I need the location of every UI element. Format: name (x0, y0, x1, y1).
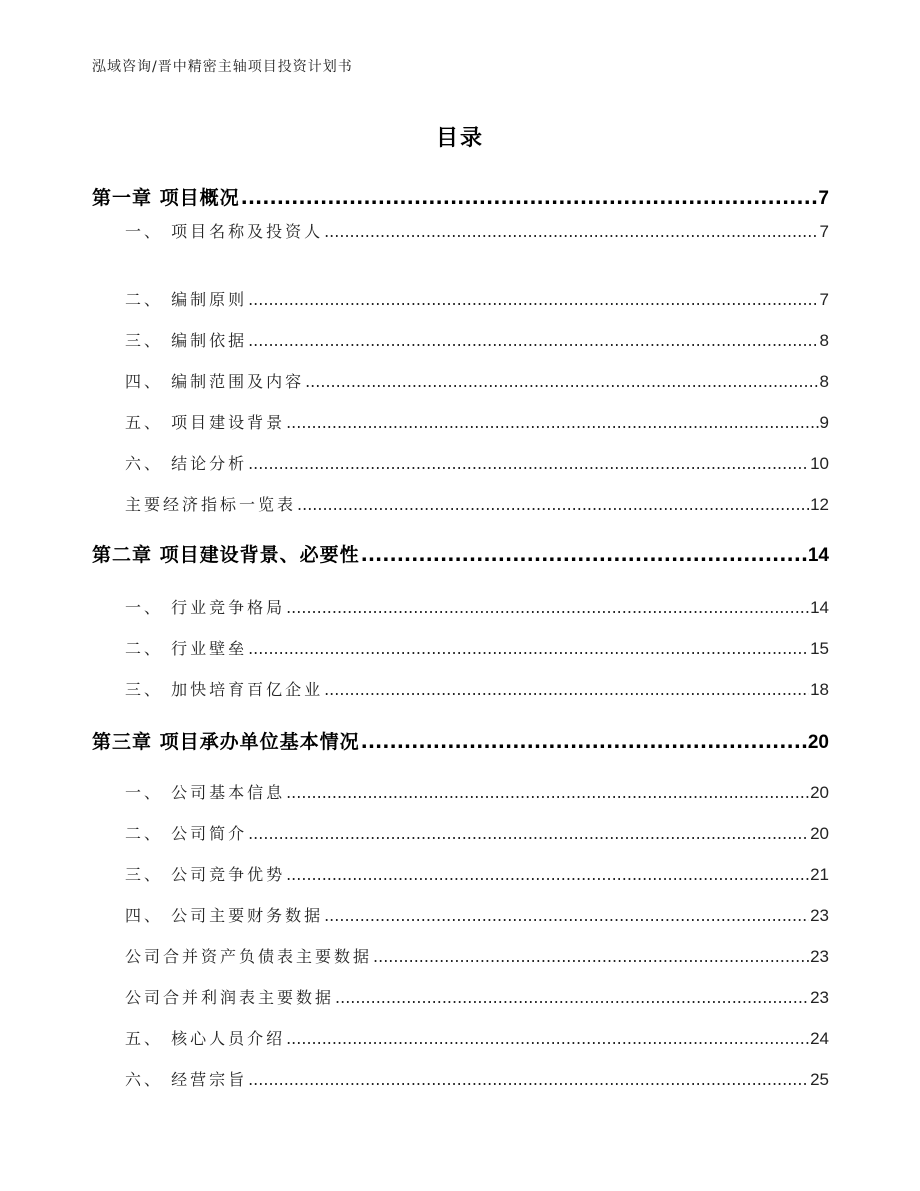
toc-label: 一、 项目名称及投资人 (125, 222, 324, 241)
toc-label: 第一章 项目概况 (92, 187, 240, 209)
toc-page-number: 7 (818, 188, 829, 209)
toc-chapter-3[interactable] (92, 727, 829, 754)
toc-label: 主要经济指标一览表 (125, 495, 297, 514)
toc-label: 四、 编制范围及内容 (125, 372, 305, 391)
toc-label: 五、 项目建设背景 (125, 413, 286, 432)
dot-leader (324, 680, 809, 699)
toc-item[interactable] (125, 369, 829, 392)
toc-item[interactable] (125, 985, 829, 1008)
toc-page-number: 23 (810, 988, 829, 1007)
toc-page-number: 18 (810, 680, 829, 699)
toc-page-number: 10 (810, 454, 829, 473)
toc-page-number: 15 (810, 639, 829, 658)
toc-item[interactable] (125, 862, 829, 885)
dot-leader (361, 544, 807, 566)
toc-item[interactable] (125, 595, 829, 618)
toc-page-number: 20 (810, 783, 829, 802)
toc-item[interactable] (125, 492, 829, 515)
toc-item[interactable] (125, 677, 829, 700)
toc-page-number: 23 (810, 947, 829, 966)
dot-leader (305, 372, 818, 391)
toc-item[interactable] (125, 821, 829, 844)
dot-leader (248, 290, 818, 309)
toc-page-number: 24 (810, 1029, 829, 1048)
toc-label: 二、 公司简介 (125, 824, 248, 843)
toc-label: 五、 核心人员介绍 (125, 1029, 286, 1048)
toc-page-number: 8 (819, 331, 829, 350)
toc-page-number: 23 (810, 906, 829, 925)
running-header: 泓域咨询/晋中精密主轴项目投资计划书 (92, 59, 353, 75)
dot-leader (248, 639, 809, 658)
toc-page-number: 20 (810, 824, 829, 843)
toc-label: 公司合并资产负债表主要数据 (125, 947, 373, 966)
dot-leader (335, 988, 809, 1007)
toc-item[interactable] (125, 328, 829, 351)
toc-label: 三、 加快培育百亿企业 (125, 680, 324, 699)
page-title: 目录 (435, 126, 484, 151)
dot-leader (248, 331, 818, 350)
toc-label: 公司合并利润表主要数据 (125, 988, 335, 1007)
toc-page-number: 12 (810, 495, 829, 514)
toc-label: 六、 结论分析 (125, 454, 248, 473)
dot-leader (248, 1070, 809, 1089)
dot-leader (248, 824, 809, 843)
toc-chapter-1[interactable] (92, 183, 829, 210)
dot-leader (286, 413, 818, 432)
toc-page-number: 9 (819, 413, 829, 432)
toc-item[interactable] (125, 636, 829, 659)
dot-leader (286, 783, 809, 802)
toc-label: 三、 公司竞争优势 (125, 865, 286, 884)
dot-leader (324, 222, 818, 241)
dot-leader (324, 906, 809, 925)
dot-leader (241, 187, 818, 209)
toc-label: 二、 行业壁垒 (125, 639, 248, 658)
toc-item[interactable] (125, 944, 829, 967)
toc-chapter-2[interactable] (92, 540, 829, 567)
toc-page-number: 7 (819, 222, 829, 241)
toc-page-number: 8 (819, 372, 829, 391)
toc-label: 六、 经营宗旨 (125, 1070, 248, 1089)
toc-label: 第三章 项目承办单位基本情况 (92, 731, 360, 753)
toc-item[interactable] (125, 451, 829, 474)
toc-item[interactable] (125, 410, 829, 433)
toc-label: 四、 公司主要财务数据 (125, 906, 324, 925)
dot-leader (373, 947, 809, 966)
toc-label: 三、 编制依据 (125, 331, 248, 350)
toc-item[interactable] (125, 287, 829, 310)
toc-item[interactable] (125, 903, 829, 926)
dot-leader (361, 731, 807, 753)
toc-item[interactable] (125, 1026, 829, 1049)
toc-label: 二、 编制原则 (125, 290, 248, 309)
toc-page-number: 14 (807, 545, 829, 566)
dot-leader (286, 598, 809, 617)
dot-leader (286, 1029, 809, 1048)
dot-leader (248, 454, 809, 473)
toc-item[interactable] (125, 1067, 829, 1090)
toc-page-number: 14 (810, 598, 829, 617)
toc-label: 一、 公司基本信息 (125, 783, 286, 802)
toc-item[interactable] (125, 219, 829, 242)
dot-leader (297, 495, 809, 514)
toc-item[interactable] (125, 780, 829, 803)
toc-page-number: 7 (819, 290, 829, 309)
toc-page-number: 21 (810, 865, 829, 884)
toc-label: 第二章 项目建设背景、必要性 (92, 544, 360, 566)
toc-label: 一、 行业竞争格局 (125, 598, 286, 617)
toc-page-number: 25 (810, 1070, 829, 1089)
toc-page-number: 20 (807, 732, 829, 753)
dot-leader (286, 865, 809, 884)
